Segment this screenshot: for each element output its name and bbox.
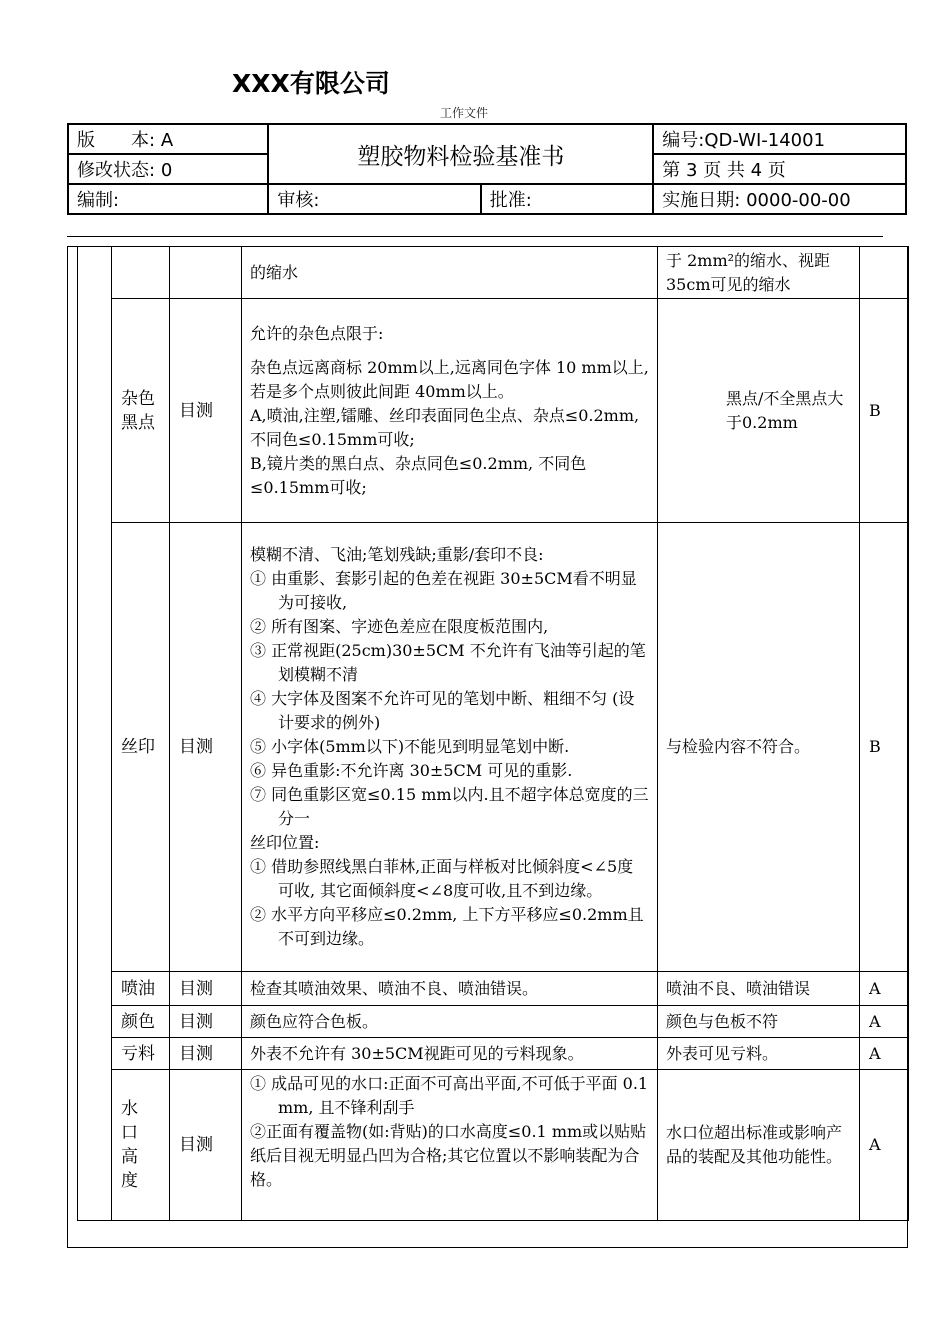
defect-cell: 黑点/不全黑点大于0.2mm <box>658 299 860 523</box>
grade-cell <box>860 247 909 299</box>
method-cell: 目测 <box>170 1038 242 1070</box>
standard-cell <box>242 972 658 1006</box>
standard-cell <box>242 299 658 523</box>
document-title: 塑胶物料检验基准书 <box>268 124 653 184</box>
standard-line: 丝印位置: <box>250 833 320 852</box>
standard-line: 颜色应符合色板。 <box>250 1011 379 1031</box>
category-cell: 水口高度 <box>112 1070 170 1221</box>
version-cell <box>68 124 268 154</box>
standard-line: ① 借助参照线黑白菲林,正面与样板对比倾斜度<∠5度可收, 其它面倾斜度<∠8度可收,且不到边缘。 <box>250 857 634 900</box>
company-name: XXX有限公司 <box>232 69 390 98</box>
defect-cell: 喷油不良、喷油错误 <box>658 972 860 1006</box>
table-row <box>78 523 909 972</box>
header-divider <box>67 236 883 237</box>
reviewed-by: 审核: <box>268 184 480 214</box>
work-document-label: 工作文件 <box>440 106 489 120</box>
grade-cell: A <box>860 972 909 1006</box>
defect-cell: 外表可见亏料。 <box>658 1038 860 1070</box>
standard-line: ① 成品可见的水口:正面不可高出平面,不可低于平面 0.1 mm, 且不锋利刮手 <box>250 1074 649 1117</box>
page-info: 第 3 页 共 4 页 <box>653 154 906 184</box>
standard-line: ② 水平方向平移应≤0.2mm, 上下方平移应≤0.2mm且不可到边缘。 <box>250 905 644 948</box>
category-cell: 喷油 <box>112 972 170 1006</box>
standard-cell <box>242 523 658 972</box>
standard-cell <box>242 1070 658 1221</box>
method-cell: 目测 <box>170 972 242 1006</box>
standard-cell <box>242 1006 658 1038</box>
grade-cell: B <box>860 299 909 523</box>
approved-by: 批准: <box>481 184 654 214</box>
grade-cell: A <box>860 1038 909 1070</box>
table-row <box>78 247 909 299</box>
table-row <box>78 1070 909 1221</box>
category-cell: 亏料 <box>112 1038 170 1070</box>
standard-line: 的缩水 <box>250 262 299 282</box>
table-row <box>78 299 909 523</box>
standard-line: ②正面有覆盖物(如:背贴)的口水高度≤0.1 mm或以贴贴纸后目视无明显凸凹为合格;其它位置以不影响装配为合格。 <box>250 1122 647 1189</box>
method-cell: 目测 <box>170 299 242 523</box>
standard-line: ⑥ 异色重影:不允许离 30±5CM 可见的重影. <box>250 761 573 780</box>
category-cell <box>112 247 170 299</box>
category-cell: 颜色 <box>112 1006 170 1038</box>
defect-cell: 颜色与色板不符 <box>658 1006 860 1038</box>
version-label: 版 本: <box>77 130 156 151</box>
document-number: 编号:QD-WI-14001 <box>653 124 906 154</box>
revision-label: 修改状态: <box>77 160 156 181</box>
revision-cell <box>68 154 268 184</box>
grade-cell: A <box>860 1070 909 1221</box>
table-row <box>78 1006 909 1038</box>
effective-date: 实施日期: 0000-00-00 <box>653 184 906 214</box>
prepared-by: 编制: <box>68 184 268 214</box>
inspection-criteria-table <box>77 246 909 1221</box>
standard-line: 检查其喷油效果、喷油不良、喷油错误。 <box>250 978 539 998</box>
defect-cell: 水口位超出标准或影响产品的装配及其他功能性。 <box>658 1070 860 1221</box>
category-cell: 丝印 <box>112 523 170 972</box>
method-cell <box>170 247 242 299</box>
revision-value: 0 <box>160 160 173 181</box>
table-row <box>78 972 909 1006</box>
standard-line: ① 由重影、套影引起的色差在视距 30±5CM看不明显为可接收, <box>250 569 637 612</box>
standard-line: 模糊不清、飞油;笔划残缺;重影/套印不良: <box>250 545 544 564</box>
document-header-table <box>67 123 907 215</box>
category-cell: 杂色黑点 <box>112 299 170 523</box>
standard-line: ③ 正常视距(25cm)30±5CM 不允许有飞油等引起的笔划模糊不清 <box>250 641 646 684</box>
method-cell: 目测 <box>170 1006 242 1038</box>
standard-line: B,镜片类的黑白点、杂点同色≤0.2mm, 不同色≤0.15mm可收; <box>250 453 587 497</box>
standard-cell <box>242 1038 658 1070</box>
method-cell: 目测 <box>170 1070 242 1221</box>
method-cell: 目测 <box>170 523 242 972</box>
standard-line: 外表不允许有 30±5CM视距可见的亏料现象。 <box>250 1043 584 1063</box>
standard-line: ⑤ 小字体(5mm以下)不能见到明显笔划中断. <box>250 737 570 756</box>
standard-line: 杂色点远离商标 20mm以上,远离同色字体 10 mm以上,若是多个点则彼此间距 40mm以上。 <box>250 357 649 401</box>
version-value: A <box>160 130 174 151</box>
grade-cell: B <box>860 523 909 972</box>
defect-cell: 与检验内容不符合。 <box>658 523 860 972</box>
standard-line: ⑦ 同色重影区宽≤0.15 mm以内.且不超字体总宽度的三分一 <box>250 785 649 828</box>
standard-line: ② 所有图案、字迹色差应在限度板范围内, <box>250 617 549 636</box>
standard-line: 允许的杂色点限于: <box>250 323 384 343</box>
grade-cell: A <box>860 1006 909 1038</box>
standard-line: ④ 大字体及图案不允许可见的笔划中断、粗细不匀 (设计要求的例外) <box>250 689 635 732</box>
table-row <box>78 1038 909 1070</box>
standard-cell <box>242 247 658 299</box>
standard-line: A,喷油,注塑,镭雕、丝印表面同色尘点、杂点≤0.2mm, 不同色≤0.15mm可收; <box>250 405 640 449</box>
defect-cell: 于 2mm²的缩水、视距35cm可见的缩水 <box>658 247 860 299</box>
section-index-cell <box>78 247 112 1221</box>
